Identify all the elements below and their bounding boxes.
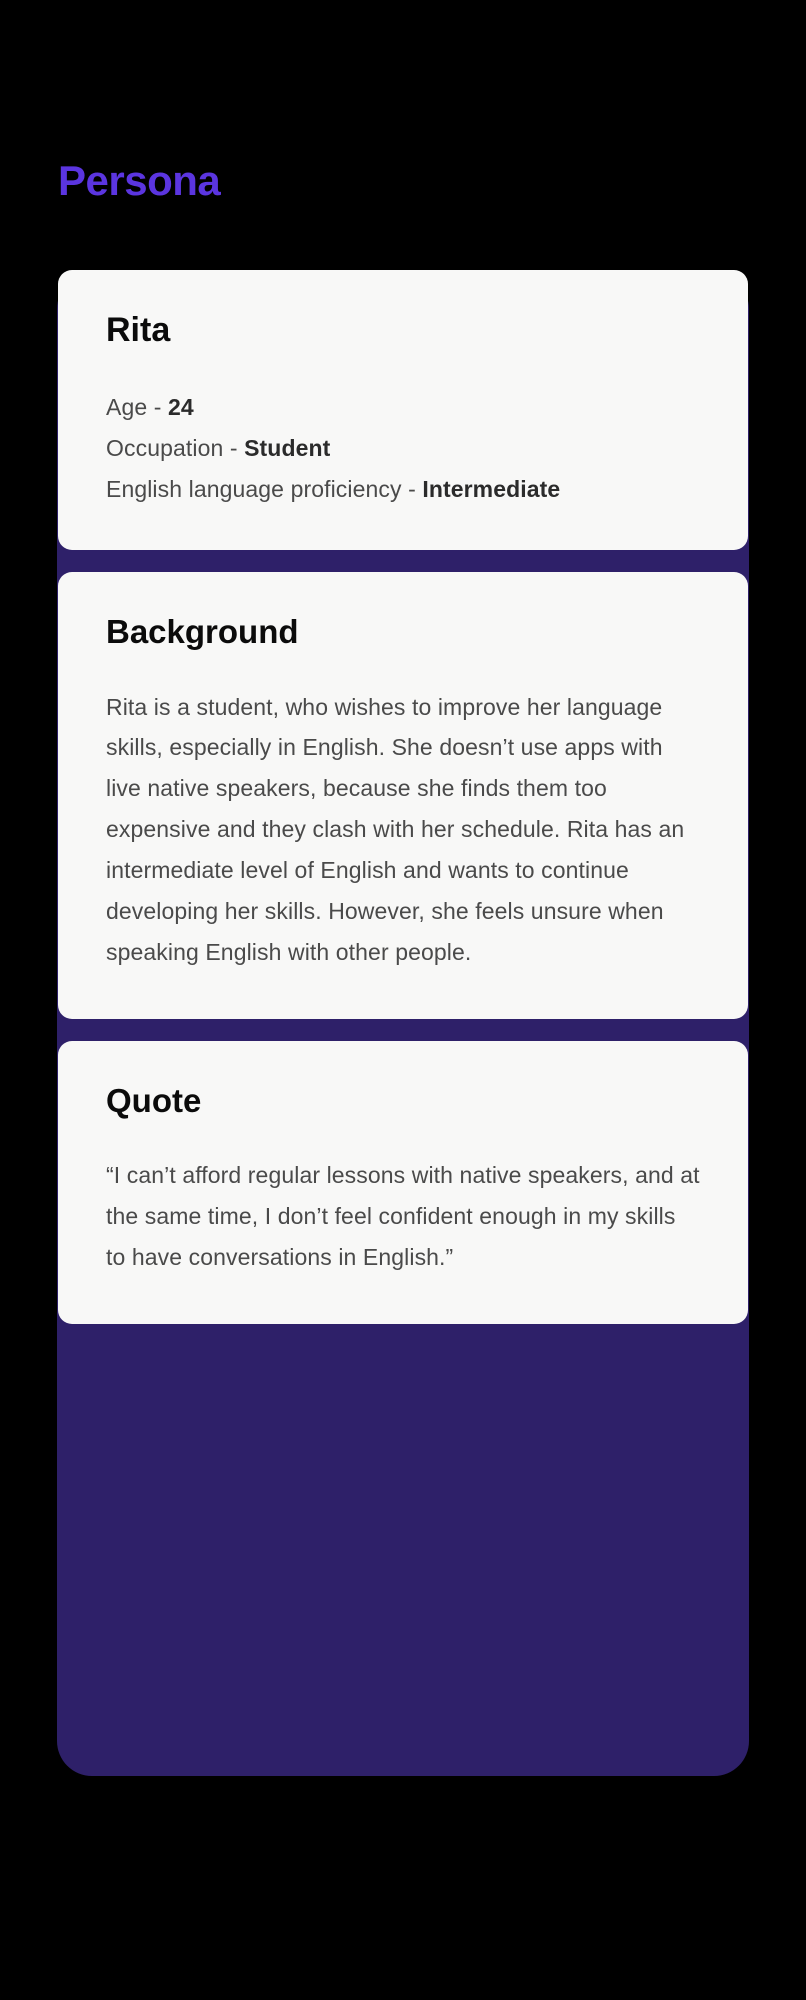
background-card: [58, 572, 748, 1019]
persona-detail-age: [106, 387, 700, 428]
persona-detail-occupation-label: Occupation -: [106, 435, 245, 462]
quote-heading: Quote: [106, 1082, 202, 1120]
persona-detail-proficiency-label: English language proficiency -: [106, 476, 423, 503]
persona-summary-card: [58, 270, 748, 550]
persona-detail-occupation: [106, 428, 700, 469]
quote-card: [58, 1041, 748, 1324]
background-heading: Background: [106, 613, 299, 651]
background-text: Rita is a student, who wishes to improve her language skills, especially in English. She doesn’t use apps with live native speakers, because she finds them too expensive and they clash with her schedule. Rita has an intermediate level of English and wants to continue developing her skills. However, she feels unsure when speaking English with other people.: [106, 693, 685, 966]
persona-detail-age-label: Age -: [106, 394, 168, 421]
persona-detail-occupation-value: Student: [244, 435, 331, 462]
persona-detail-age-value: 24: [167, 394, 194, 421]
persona-card-stack: [58, 270, 748, 1324]
persona-detail-proficiency-value: Intermediate: [422, 476, 561, 503]
quote-text: “I can’t afford regular lessons with native speakers, and at the same time, I don’t feel confident enough in my skills to have conversations in English.”: [106, 1162, 700, 1271]
persona-detail-proficiency: [106, 469, 700, 510]
page-title: Persona: [58, 157, 221, 204]
persona-name: Rita: [106, 311, 171, 349]
